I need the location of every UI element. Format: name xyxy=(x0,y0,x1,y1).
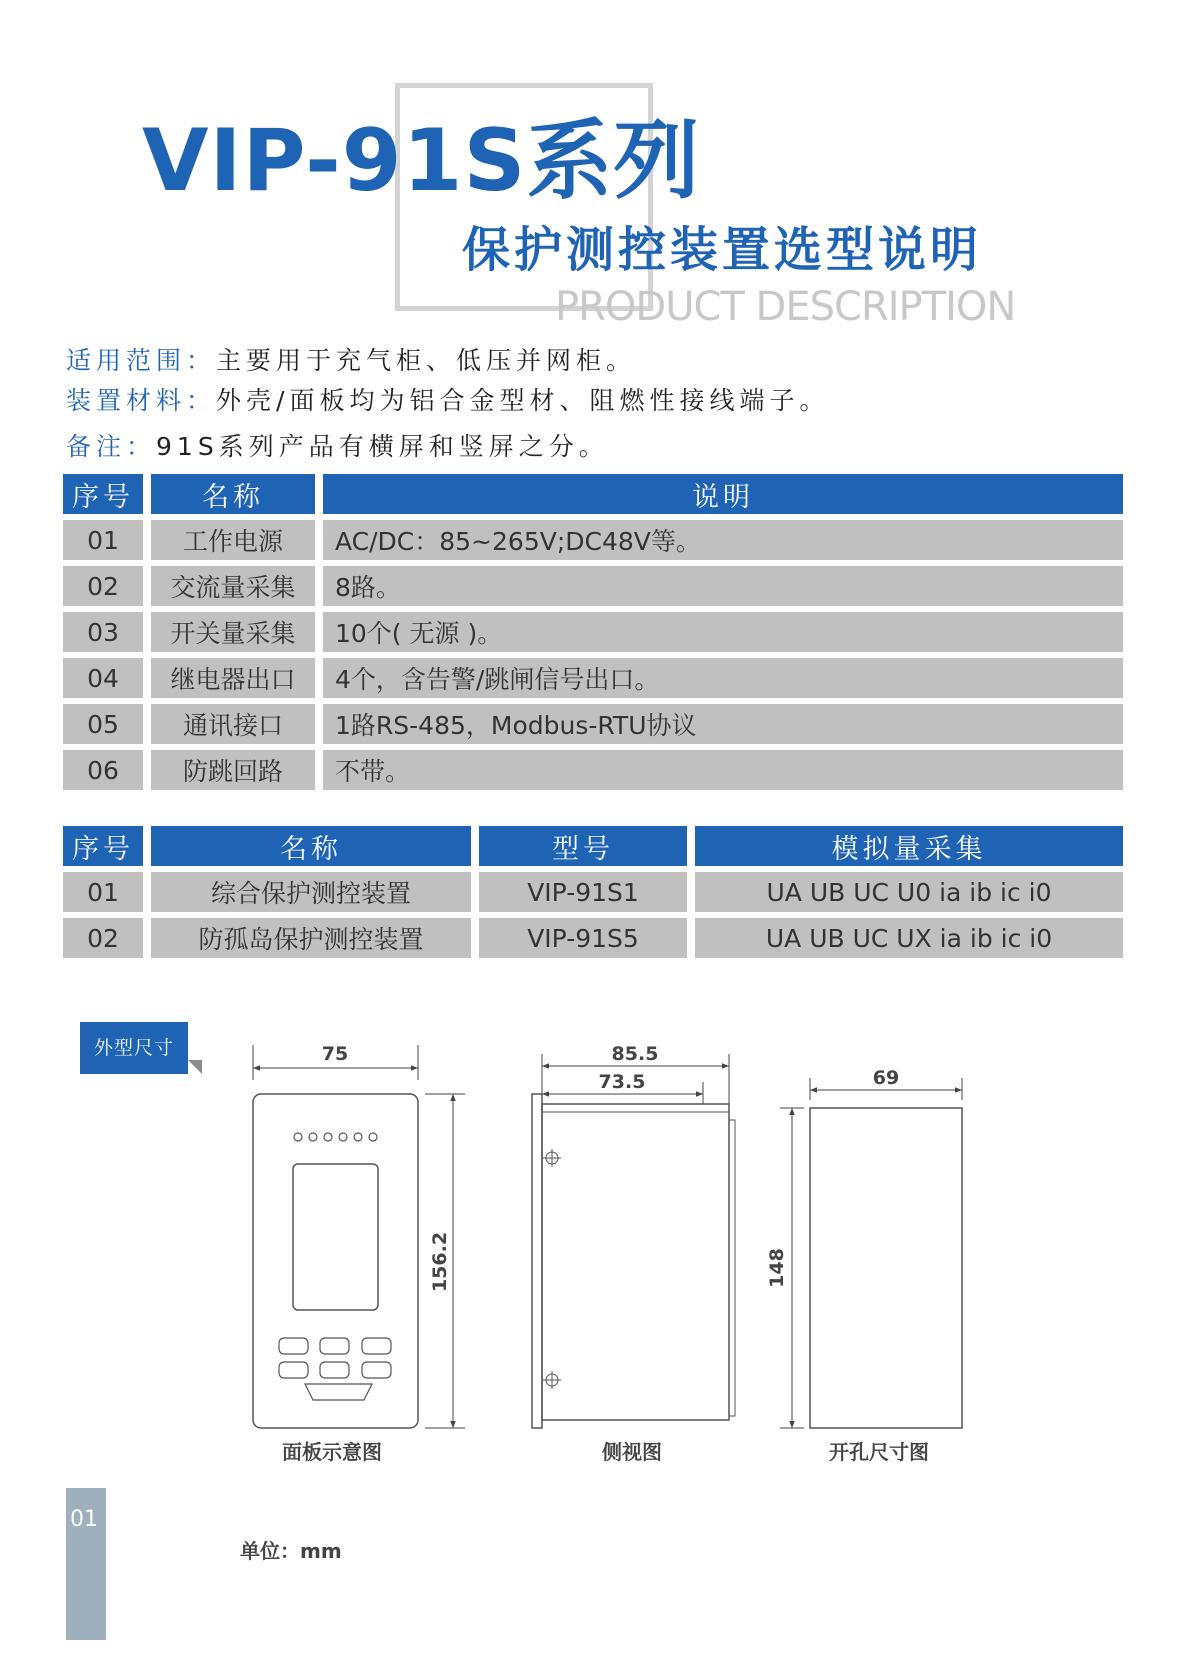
table-cell: 交流量采集 xyxy=(151,566,315,606)
table-cell: 继电器出口 xyxy=(151,658,315,698)
table-cell: 01 xyxy=(63,872,143,912)
table-cell: 05 xyxy=(63,704,143,744)
table-cell: VIP-91S1 xyxy=(479,872,687,912)
table-cell: 8路。 xyxy=(323,566,1123,606)
page-number: 01 xyxy=(70,1507,98,1532)
table-cell: 02 xyxy=(63,918,143,958)
table-cell: 防跳回路 xyxy=(151,750,315,790)
info-label: 备注： xyxy=(66,432,157,461)
panel-caption: 面板示意图 xyxy=(282,1440,382,1464)
side-caption: 侧视图 xyxy=(602,1440,662,1464)
table-cell: VIP-91S5 xyxy=(479,918,687,958)
side-view xyxy=(532,1043,735,1428)
side-body-depth-label: 73.5 xyxy=(598,1071,646,1093)
table-cell: UA UB UC U0 ia ib ic i0 xyxy=(695,872,1123,912)
header-cell: 模拟量采集 xyxy=(695,826,1123,866)
table-cell: AC/DC：85~265V;DC48V等。 xyxy=(323,520,1123,560)
cutout-caption: 开孔尺寸图 xyxy=(829,1440,929,1464)
panel-front-view xyxy=(253,1043,465,1428)
panel-width-label: 75 xyxy=(321,1043,349,1065)
info-label: 装置材料： xyxy=(66,386,217,415)
table-cell: 04 xyxy=(63,658,143,698)
page-subtitle-english: PRODUCT DESCRIPTION xyxy=(555,284,1016,330)
table-cell: 01 xyxy=(63,520,143,560)
table-cell: 1路RS-485，Modbus-RTU协议 xyxy=(323,704,1123,744)
table-cell: 通讯接口 xyxy=(151,704,315,744)
table-cell: 防孤岛保护测控装置 xyxy=(151,918,471,958)
info-text: 91S系列产品有横屏和竖屏之分。 xyxy=(156,432,609,461)
panel-height-label: 156.2 xyxy=(429,1231,451,1293)
table-cell: UA UB UC UX ia ib ic i0 xyxy=(695,918,1123,958)
table-cell: 不带。 xyxy=(323,750,1123,790)
page-title: VIP-91S系列 xyxy=(142,111,701,211)
cutout-width-label: 69 xyxy=(872,1067,900,1089)
table-cell: 06 xyxy=(63,750,143,790)
cutout-height-label: 148 xyxy=(766,1248,788,1288)
table-cell: 开关量采集 xyxy=(151,612,315,652)
table-cell: 工作电源 xyxy=(151,520,315,560)
table-cell: 02 xyxy=(63,566,143,606)
info-text: 外壳/面板均为铝合金型材、阻燃性接线端子。 xyxy=(216,386,830,415)
dimensions-tag: 外型尺寸 xyxy=(80,1022,188,1074)
header-cell: 说明 xyxy=(323,474,1123,514)
header-cell: 名称 xyxy=(151,826,471,866)
table-cell: 综合保护测控装置 xyxy=(151,872,471,912)
cutout-view xyxy=(766,1067,962,1428)
header-cell: 名称 xyxy=(151,474,315,514)
info-label: 适用范围： xyxy=(66,346,217,375)
header-cell: 序号 xyxy=(63,474,143,514)
table-cell: 03 xyxy=(63,612,143,652)
header-cell: 型号 xyxy=(479,826,687,866)
page-subtitle: 保护测控装置选型说明 xyxy=(462,222,983,278)
info-text: 主要用于充气柜、低压并网柜。 xyxy=(216,346,637,375)
header-cell: 序号 xyxy=(63,826,143,866)
table-cell: 10个( 无源 )。 xyxy=(323,612,1123,652)
side-total-depth-label: 85.5 xyxy=(611,1043,659,1065)
table-cell: 4个，含告警/跳闸信号出口。 xyxy=(323,658,1123,698)
unit-note: 单位：mm xyxy=(240,1539,342,1563)
